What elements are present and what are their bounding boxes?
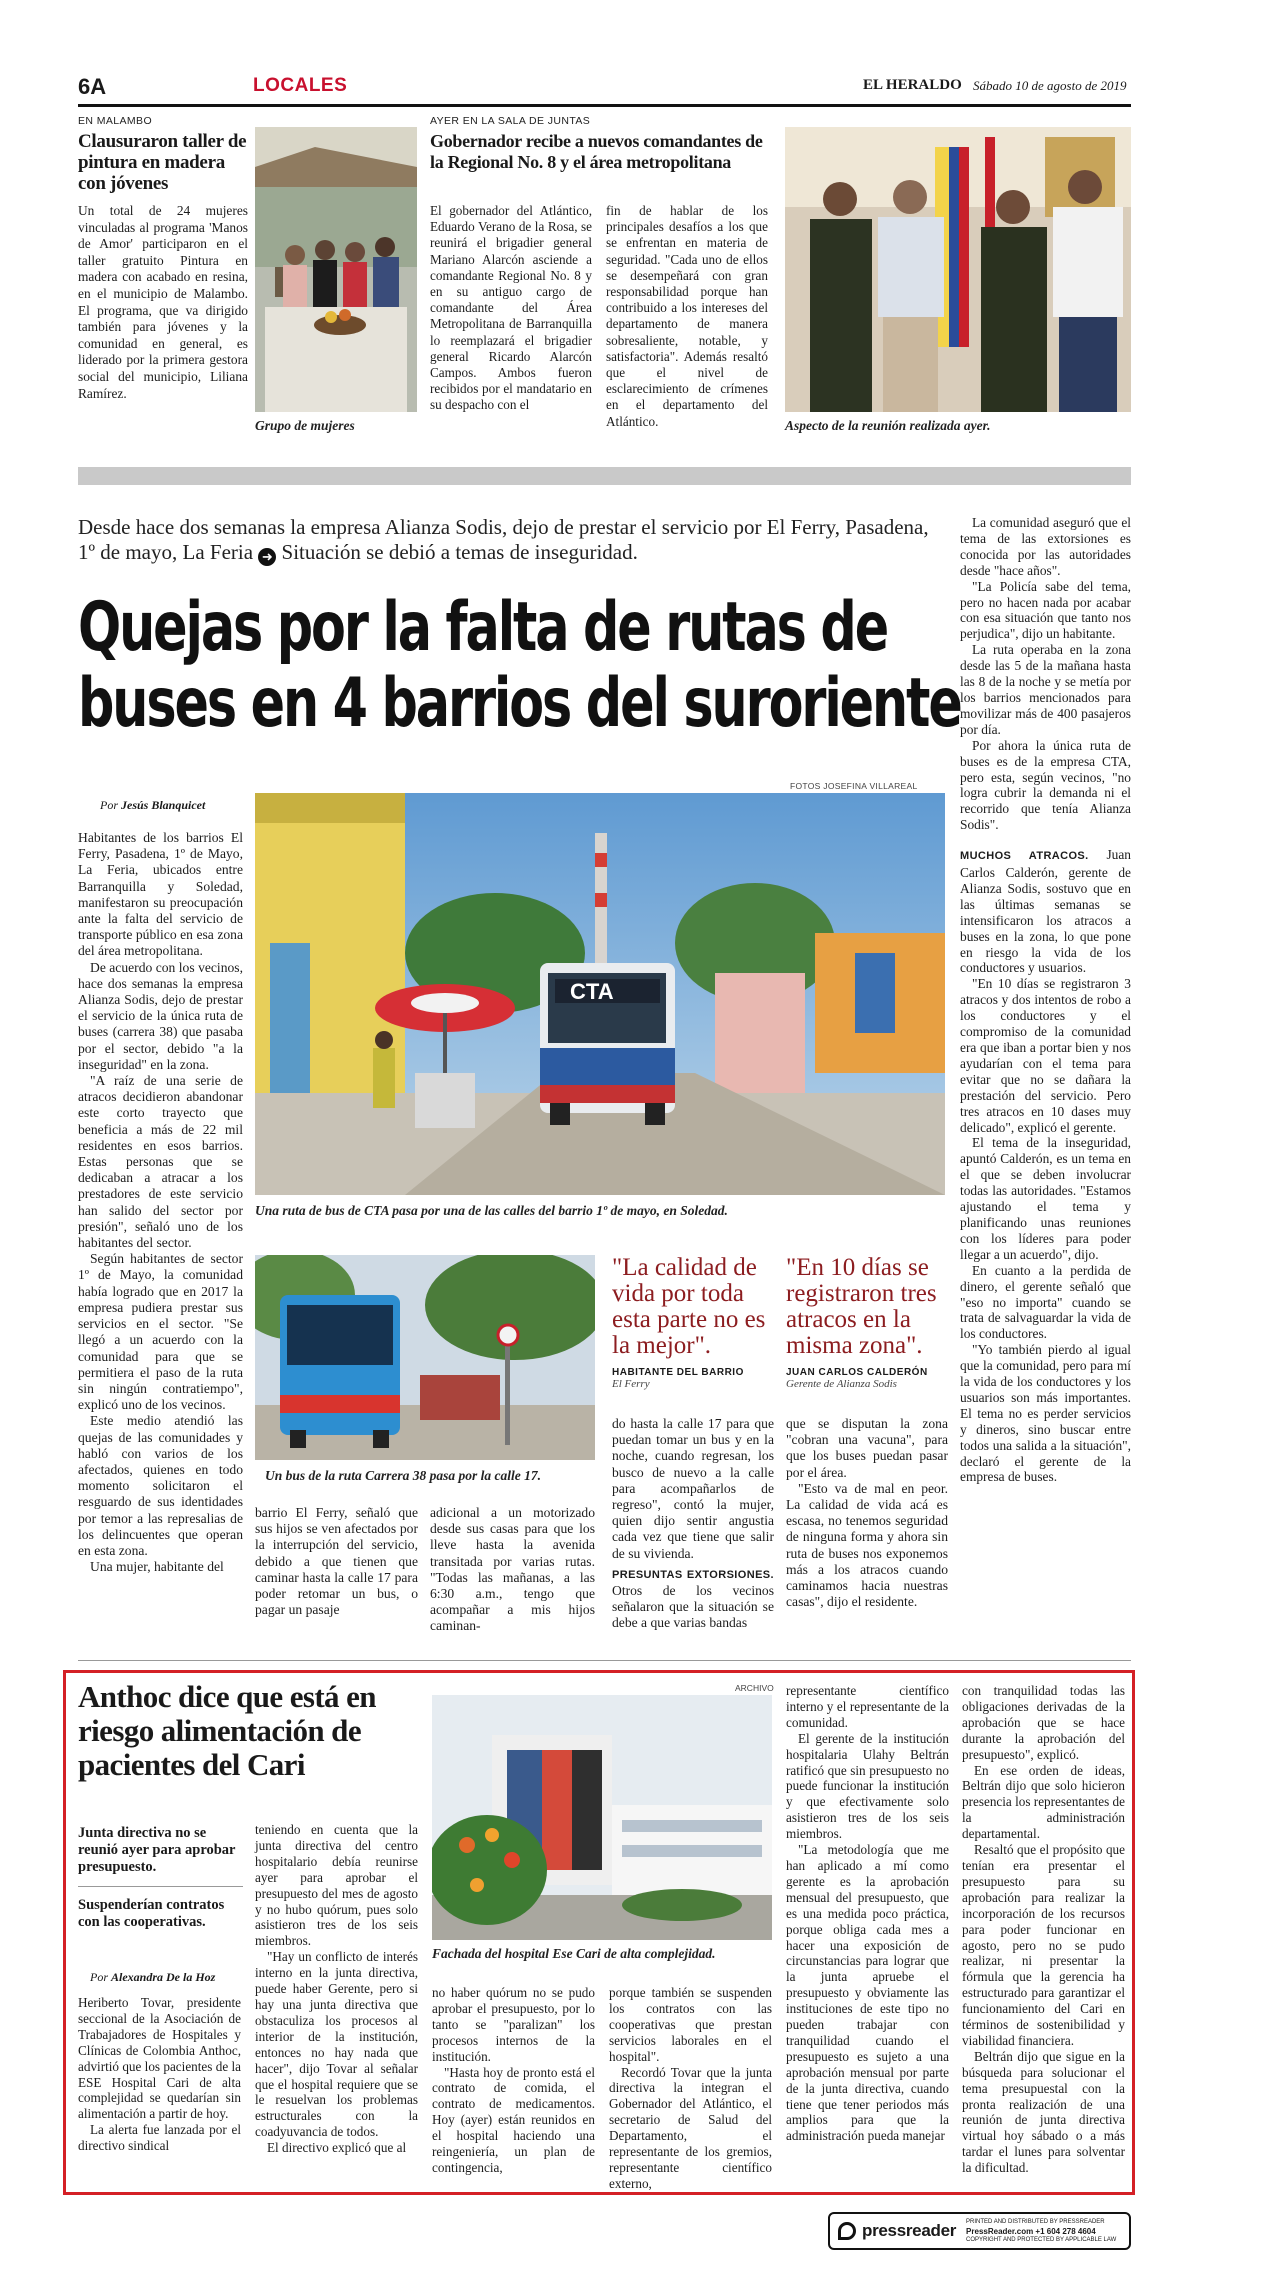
section-name: LOCALES: [253, 75, 348, 96]
brief-body: Un total de 24 mujeres vinculadas al programa 'Manos de Amor' participaron en el taller gratuito Pintura en madera con acabado en resina, en el municipio de Malambo. El programa, que va dirigido también para jóvenes y la comunidad en general, es liderado por la primera gestora social del municipio, Liliana Ramírez.: [78, 203, 248, 401]
quote-source-role: Gerente de Alianza Sodis: [786, 1378, 897, 1390]
paragraph: do hasta la calle 17 para que puedan tomar un bus y en la noche, cuando regresan, los busco de nuevo a la calle para acompañarlos de regreso", contó la mujer, quien dijo sentir angustia cada vez que tiene que salir de su vivienda.: [612, 1416, 774, 1561]
quote-source-role: El Ferry: [612, 1378, 650, 1390]
women-photo-caption: Grupo de mujeres: [255, 418, 355, 433]
paragraph: Habitantes de los barrios El Ferry, Pasadena, 1º de Mayo, La Feria, ubicados entre Barranquilla y Soledad, manifestaron su preocupación ante la falta del servicio de transporte público en esa zona del área metropolitana.: [78, 830, 243, 959]
quote-source: JUAN CARLOS CALDERÓN: [786, 1367, 928, 1378]
photo-credit: FOTOS JOSEFINA VILLAREAL: [790, 781, 918, 791]
paragraph: En cuanto a la perdida de dinero, el gerente señaló que "eso no importa" cuando se trata de salvaguardar la vida de los conductores.: [960, 1262, 1131, 1342]
cta-bus-street-photo: [255, 793, 945, 1195]
cta-bus-photo-caption: Una ruta de bus de CTA pasa por una de las calles del barrio 1º de mayo, en Soledad.: [255, 1203, 728, 1218]
issue-date: Sábado 10 de agosto de 2019: [973, 78, 1127, 93]
paragraph: no haber quórum no se pudo aprobar el presupuesto, por lo tanto se "paralizan" los procesos internos de la institución.: [432, 1985, 595, 2064]
main-col-5: [786, 1416, 948, 1610]
brief-malambo: [78, 115, 248, 450]
bottom-col-5: [786, 1683, 949, 2144]
paragraph: El gerente de la institución hospitalaria Ulahy Beltrán ratificó que sin presupuesto no puede funcionar la institución y que efectivamente solo asistieron tres de los seis miembros.: [786, 1730, 949, 1842]
paragraph: El directivo explicó que al: [267, 2140, 407, 2156]
byline-prefix: Por: [100, 798, 118, 812]
subhead-2: Suspenderían contratos con las cooperativas.: [78, 1897, 225, 1930]
paragraph: representante científico interno y el representante de la comunidad.: [786, 1683, 949, 1730]
brief-col-2: fin de hablar de los principales desafíos a los que se enfrentan en materia de seguridad. "Cada uno de ellos se desempeñará con gran responsabilidad porque han contribuido a los intereses del departamento de manera sobresaliente, notable, y satisfactoria". Además resaltó que el nivel de esclarecimiento de crímenes en el departamento del Atlántico.: [606, 203, 768, 429]
pull-quote-1: [612, 1255, 772, 1390]
page-number: 6A: [78, 74, 107, 99]
meeting-photo: [785, 127, 1131, 412]
brief-title: Clausuraron taller de pintura en madera con jóvenes: [78, 131, 247, 194]
main-col-3: adicional a un motorizado desde sus casas para que los lleve hasta la avenida transitada por varias rutas. "Todas las mañanas, a las 6:30 a.m., tengo que acompañar a mis hijos caminan-: [430, 1505, 595, 1634]
carrera38-photo-caption: Un bus de la ruta Carrera 38 pasa por la calle 17.: [265, 1468, 542, 1483]
main-deck: [78, 515, 938, 566]
meeting-photo-caption: Aspecto de la reunión realizada ayer.: [785, 418, 991, 433]
paragraph: porque también se suspenden los contratos con las cooperativas que prestan servicios laborales en el hospital".: [609, 1985, 772, 2064]
paragraph: "Esto va de mal en peor. La calidad de vida acá es escasa, no tenemos seguridad de ninguna forma y ahora sin ruta de buses nos exponemos más a los atracos cuando caminamos hacia nuestras casas", dijo el residente.: [786, 1480, 948, 1610]
pull-quote-2: [786, 1255, 946, 1390]
main-deck-cause: Situación se debió a temas de inseguridad.: [281, 540, 638, 564]
paragraph: Por ahora la única ruta de buses es de la empresa CTA, pero esta, según vecinos, "no logra cubrir la demanda ni el recorrido que tenía Alianza Sodis".: [960, 737, 1131, 833]
paragraph: Según habitantes de sector 1º de Mayo, la comunidad había logrado que en 2017 la empresa pudiera prestar sus servicios en el sector. "Se llegó a un acuerdo con la comunidad para que se permitiera el paso de la ruta sin ningún contratiempo", explicó uno de los vecinos.: [78, 1251, 243, 1413]
bottom-col-2: [255, 1822, 418, 2156]
paragraph: Una mujer, habitante del: [90, 1559, 224, 1575]
paragraph: con tranquilidad todas las obligaciones derivadas de la aprobación que se hace durante la aprobación del presupuesto", explicó.: [962, 1683, 1125, 1762]
main-byline: [100, 798, 205, 813]
paragraph: [612, 1566, 774, 1632]
paragraph: que se disputan la zona "cobran una vacuna", para que los buses puedan pasar por el área.: [786, 1416, 948, 1480]
bus-route-sign: CTA: [570, 979, 614, 1004]
arrow-right-icon: ➜: [258, 548, 276, 566]
paragraph: Beltrán dijo que sigue en la búsqueda para solucionar el tema presupuestal con la pronta realización de una reunión de junta directiva virtual hoy sábado o a más tardar el lunes para solventar la dificultad.: [962, 2048, 1125, 2176]
brief-title: Gobernador recibe a nuevos comandantes de la Regional No. 8 y el área metropolitana: [430, 131, 763, 172]
paragraph: Resaltó que el propósito que tenían era presentar el presupuesto para su aprobación para realizar la incorporación de los recursos para poder funcionar en agosto, pero no se pudo realizar, ni presentar la fórmula que la gerencia ha estructurado para garantizar el funcionamiento del Cari en términos de sostenibilidad y viabilidad financiera.: [962, 1842, 1125, 2048]
paragraph-text: Otros de los vecinos señalaron que la situación se debe a que varias bandas: [612, 1583, 774, 1631]
bottom-col-1: [78, 1995, 241, 2154]
paragraph: "En 10 días se registraron 3 atracos y dos intentos de robo a los conductores y el compromiso de la comunidad era que iban a portar bien y nos ayudarían con el tema para evitar que no se dañara la prestación del servicio. Pero tres atracos en 10 dases muy delicado", explicó el gerente.: [960, 976, 1131, 1135]
paragraph: Este medio atendió las quejas de las comunidades y habló con varios de los afectados, quienes en todo momento solicitaron el resguardo de sus identidades por temor a las represalias de los delincuentes que operan en esta zona.: [78, 1413, 243, 1558]
paragraph: Recordó Tovar que la junta directiva la integran el Gobernador del Atlántico, el secretario de Salud del Departamento, el representante de los gremios, representante científico externo,: [609, 2064, 772, 2191]
pressreader-line-1: PRINTED AND DISTRIBUTED BY PRESSREADER: [966, 2218, 1105, 2225]
pressreader-logo-icon: [838, 2222, 856, 2240]
pressreader-info: [966, 2218, 1116, 2245]
main-headline-line-2: buses en 4 barrios del suroriente: [78, 664, 961, 743]
header-rule: [78, 104, 1131, 107]
paragraph: De acuerdo con los vecinos, hace dos semanas la empresa Alianza Sodis, dejo de prestar el servicio de la única ruta de buses (carrera 38) que pasaba por el sector, debido "a la inseguridad" en la zona.: [78, 959, 243, 1072]
paragraph: teniendo en cuenta que la junta directiva del centro hospitalario debía reunirse ayer para aprobar el presupuesto del mes de agosto y no hubo quórum, pues solo asistieron tres de los seis miembros.: [255, 1822, 418, 1949]
carrera38-bus-photo: [255, 1255, 595, 1460]
subhead-rule: [78, 1886, 243, 1887]
paragraph: "La Policía sabe del tema, pero no hacen nada por acabar con esa situación que tanto nos perjudica", dijo un habitante.: [960, 578, 1131, 642]
paragraph: Heriberto Tovar, presidente seccional de la Asociación de Trabajadores de Hospitales y Clínicas de Colombia Anthoc, advirtió que los pacientes de la ESE Hospital Cari de alta complejidad se quedarían sin alimentación a partir de hoy.: [78, 1995, 241, 2122]
bottom-col-6: [962, 1683, 1125, 2176]
paragraph: "A raíz de una serie de atracos decidieron abandonar este corto trayecto que beneficia a más de 22 mil residentes en esos barrios. Estas personas que se dedicaban a atracar a los prestadores de este servicio han salido del sector por presión", señaló uno de los habitantes del sector.: [78, 1073, 243, 1251]
brief-kicker: AYER EN LA SALA DE JUNTAS: [430, 115, 591, 127]
paragraph: "Hasta hoy de pronto está el contrato de comida, el contrato de medicamentos. Hoy (ayer) están reunidos en el hospital haciendo una reingeniería, un plan de contingencia,: [432, 2064, 595, 2175]
pressreader-line-2: PressReader.com +1 604 278 4604: [966, 2226, 1096, 2236]
paragraph: En ese orden de ideas, Beltrán dijo que solo hicieron presencia los representantes de la administración departamental.: [962, 1762, 1125, 1842]
bottom-photo-credit: ARCHIVO: [735, 1683, 774, 1693]
bottom-col-3: [432, 1985, 595, 2176]
brief-kicker: EN MALAMBO: [78, 115, 153, 127]
hospital-cari-photo: [432, 1695, 772, 1940]
main-right-col: [960, 515, 1131, 1485]
byline-prefix: Por: [90, 1970, 108, 1984]
hospital-photo-caption: Fachada del hospital Ese Cari de alta complejidad.: [432, 1946, 716, 1961]
paragraph: [960, 847, 1131, 976]
women-group-photo: [255, 127, 417, 412]
paragraph: "La metodología que me han aplicado a mí como gerente es la aprobación mensual del presupuesto, que es una medida poco práctica, porque obliga cada mes a hacer una exposición de circunstancias para lograr que la junta apruebe el presupuesto y obviamente las instituciones de este tipo no pueden trabajar con tranquilidad cuando el presupuesto es sujeto a una aprobación mensual por parte de la junta directiva, cuando tiene que tener periodos más amplios para que la administración pueda manejar: [786, 1842, 949, 2144]
paragraph: "Hay un conflicto de interés interno en la junta directiva, puede haber Gerente, pero si hay una junta directiva que obstaculiza los procesos al interior de la institución, entonces no hay nada que hacer", dijo Tovar al señalar que el hospital requiere que se le resuelvan los problemas estructurales con la coadyuvancia de todos.: [255, 1949, 418, 2140]
main-deck-text: Desde hace dos semanas la empresa Alianza Sodis, dejo de prestar el servicio por El Ferry, Pasadena, 1º de mayo, La Feria: [78, 515, 929, 564]
quote-text: "En 10 días se registraron tres atracos en la misma zona".: [786, 1254, 937, 1359]
story-divider: [78, 1660, 1131, 1661]
pressreader-badge[interactable]: [828, 2212, 1131, 2250]
quote-text: "La calidad de vida por toda esta parte no es la mejor".: [612, 1254, 766, 1359]
bottom-col-4: [609, 1985, 772, 2192]
byline-author: Jesús Blanquicet: [121, 798, 206, 812]
bottom-headline: Anthoc dice que está en riesgo alimentación de pacientes del Cari: [78, 1679, 376, 1782]
paragraph-text: Juan Carlos Calderón, gerente de Alianza Sodis, sostuvo que en las últimas semanas se intensificaron los atracos a buses en la zona, lo que pone en riesgo la vida de los conductores y usuarios.: [960, 847, 1131, 976]
main-col-4: [612, 1416, 774, 1632]
paragraph: El tema de la inseguridad, apuntó Calderón, es un tema en el que se deben involucrar todas las autoridades. "Estamos ajustando el tema y planificando unas reuniones con los líderes para poder llegar a un acuerdo", dijo.: [960, 1135, 1131, 1262]
main-headline-line-1: Quejas por la falta de rutas de: [78, 588, 888, 667]
quote-source: HABITANTE DEL BARRIO: [612, 1367, 744, 1378]
subhead-1: Junta directiva no se reunió ayer para aprobar presupuesto.: [78, 1825, 236, 1875]
page-header: [78, 72, 1131, 102]
main-col-2: barrio El Ferry, señaló que sus hijos se ven afectados por la interrupción del servicio, debido a que tienen que caminar hasta la calle 17 para poder retomar un bus, o pagar un pasaje: [255, 1505, 418, 1618]
paragraph: La alerta fue lanzada por el directivo sindical: [78, 2122, 241, 2154]
byline-author: Alexandra De la Hoz: [111, 1970, 216, 1984]
brief-governor: [430, 115, 770, 450]
main-headline: [78, 588, 961, 743]
paragraph: "Yo también pierdo al igual que la comunidad, pero para mí la vida de los conductores y los usuarios son más importantes. El tema no es perder servicios y dineros, sino buscar entre todos una salida a la situación", declaró el gerente de la empresa de buses.: [960, 1342, 1131, 1485]
subhead: MUCHOS ATRACOS.: [960, 850, 1089, 863]
pressreader-line-3: COPYRIGHT AND PROTECTED BY APPLICABLE LAW: [966, 2236, 1117, 2243]
section-separator-bar: [78, 467, 1131, 485]
subhead: PRESUNTAS EXTORSIONES.: [612, 1568, 774, 1581]
paragraph: La comunidad aseguró que el tema de las extorsiones es conocida por las autoridades desde "hace años".: [960, 515, 1131, 578]
bottom-byline: [90, 1970, 215, 1985]
paragraph: La ruta operaba en la zona desde las 5 de la mañana hasta las 8 de la noche y se metía por los barrios mencionados para movilizar más de 400 pasajeros por día.: [960, 642, 1131, 737]
bottom-subheads: [78, 1825, 243, 1931]
brief-col-1: El gobernador del Atlántico, Eduardo Verano de la Rosa, se reunirá el brigadier general Mariano Alarcón asciende a comandante Regional No. 8 y en su antiguo cargo de comandante del Área Metropolitana de Barranquilla lo reemplazará el brigadier general Ricardo Alarcón Campos. Ambos fueron recibidos por el mandatario en su despacho con el: [430, 203, 592, 413]
pressreader-logo: pressreader: [862, 2221, 957, 2240]
paper-name: EL HERALDO: [863, 77, 962, 93]
main-col-1: [78, 830, 243, 1575]
